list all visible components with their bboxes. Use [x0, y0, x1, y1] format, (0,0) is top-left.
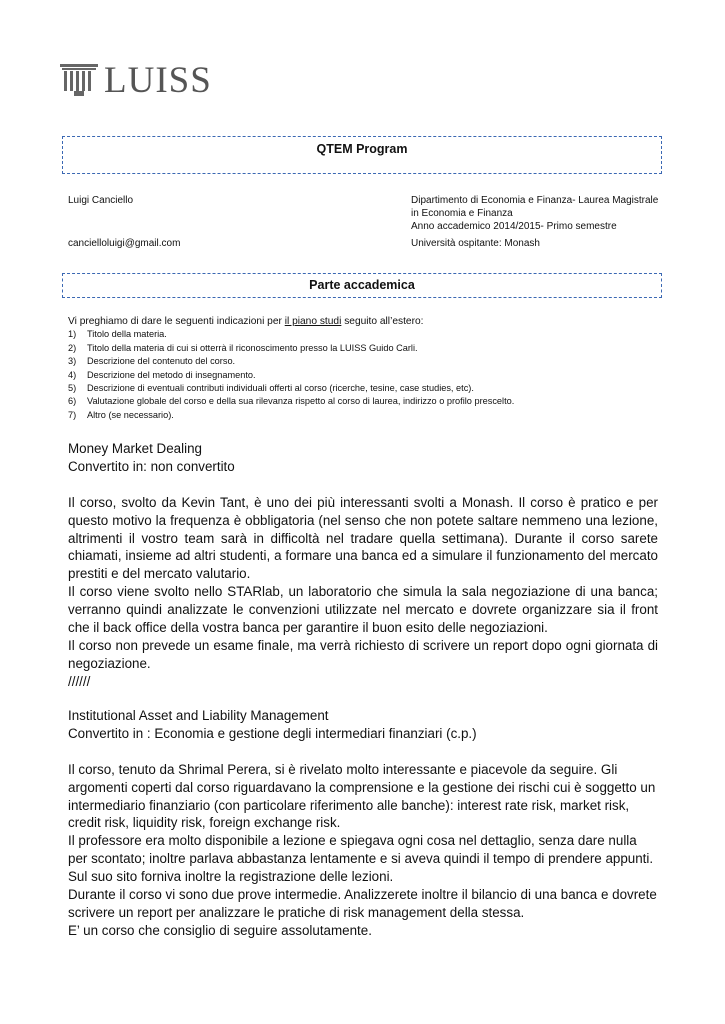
item-text: Altro (se necessario). — [87, 409, 174, 420]
item-text: Titolo della materia. — [87, 329, 167, 340]
student-name: Luigi Canciello — [68, 195, 134, 206]
section-title-box — [62, 273, 662, 298]
course-paragraph: Durante il corso vi sono due prove intermedie. Analizzerete inoltre il bilancio di una banca e dovrete scrivere un report per analizzare le pratiche di risk management della stessa. — [68, 887, 657, 920]
list-item — [68, 382, 668, 395]
course-asset-liability — [68, 707, 658, 940]
department-line3: Anno accademico 2014/2015- Primo semestre — [411, 221, 617, 232]
course-paragraph: Il corso non prevede un esame finale, ma verrà richiesto di scrivere un report dopo ogni giornata di negoziazione. — [68, 637, 658, 671]
list-item — [68, 355, 668, 368]
item-text: Descrizione del metodo di insegnamento. — [87, 369, 256, 380]
section-title: Parte accademica — [309, 278, 415, 292]
course-conversion: Convertito in : Economia e gestione degli intermediari finanziari (c.p.) — [68, 725, 477, 741]
item-text: Titolo della materia di cui si otterrà il riconoscimento presso la LUISS Guido Carli. — [87, 342, 418, 353]
course-paragraph: Il corso viene svolto nello STARlab, un laboratorio che simula la sala negoziazione di una banca; verranno quindi analizzate le convenzioni utilizzate nel mercato e dovrete organizzare sia il front che il back office della vostra banca per garantire il buon esito delle negoziazioni. — [68, 584, 658, 636]
item-text: Valutazione globale del corso e della sua rilevanza rispetto al corso di laurea, indirizzo o profilo prescelto. — [87, 396, 515, 407]
department-info — [411, 194, 671, 233]
intro-underlined: il piano studi — [284, 316, 342, 327]
course-paragraph: Il professore era molto disponibile a lezione e spiegava ogni cosa nel dettaglio, senza dare nulla per scontato; inoltre parlava abbastanza lentamente e si aveva quindi il tempo di prendere appunti. Sul suo sito forniva inoltre la registrazione delle lezioni. — [68, 833, 654, 885]
logo-text: LUISS — [104, 59, 212, 101]
course-paragraph: Il corso, tenuto da Shrimal Perera, si è rivelato molto interessante e piacevole da seguire. Gli argomenti coperti dal corso riguardavano la comprensione e la gestione dei rischi cui è soggetto un intermediario finanziario (con particolare riferimento alle banche): interest rate risk, market risk, credit risk, liquidity risk, foreign exchange risk. — [68, 761, 656, 831]
list-item — [68, 409, 668, 422]
host-university: Università ospitante: Monash — [411, 238, 540, 249]
separator: ////// — [68, 673, 91, 689]
item-number: 5) — [68, 383, 77, 394]
item-number: 2) — [68, 342, 77, 353]
program-title-box — [62, 136, 662, 174]
student-email: cancielloluigi@gmail.com — [68, 238, 181, 249]
instructions-intro — [68, 315, 668, 328]
program-title: QTEM Program — [316, 142, 408, 156]
department-line2: in Economia e Finanza — [411, 208, 513, 219]
item-text: Descrizione di eventuali contributi individuali offerti al corso (ricerche, tesine, case studies, etc). — [87, 383, 474, 394]
luiss-logo — [60, 59, 212, 101]
intro-text-end: seguito all’estero: — [341, 316, 424, 327]
course-paragraph: Il corso, svolto da Kevin Tant, è uno dei più interessanti svolti a Monash. Il corso è pratico e per questo motivo la frequenza è obbligatoria (nel senso che non potete saltare nemmeno una lezione, altrimenti il vostro team sarà in difficoltà nel tradare quella settimana). Durante il corso sarete chiamati, insieme ad altri studenti, a formare una banca ed a simulare il funzionamento del mercato prestiti e del mercato valutario. — [68, 494, 658, 582]
list-item — [68, 369, 668, 382]
instructions-list — [68, 328, 668, 422]
item-number: 4) — [68, 369, 77, 380]
item-text: Descrizione del contenuto del corso. — [87, 356, 236, 367]
course-title: Money Market Dealing — [68, 441, 202, 456]
course-money-market — [68, 440, 658, 691]
intro-text: Vi preghiamo di dare le seguenti indicazioni per — [68, 316, 285, 327]
list-item — [68, 395, 668, 408]
department-line1: Dipartimento di Economia e Finanza- Laurea Magistrale — [411, 195, 659, 206]
course-conversion: Convertito in: non convertito — [68, 458, 235, 474]
item-number: 3) — [68, 356, 77, 367]
item-number: 1) — [68, 329, 77, 340]
instructions — [68, 315, 668, 422]
item-number: 6) — [68, 396, 77, 407]
item-number: 7) — [68, 409, 77, 420]
list-item — [68, 328, 668, 341]
columns-icon — [60, 64, 98, 96]
course-paragraph: E’ un corso che consiglio di seguire assolutamente. — [68, 922, 372, 938]
course-description — [68, 494, 658, 673]
list-item — [68, 342, 668, 355]
course-title: Institutional Asset and Liability Management — [68, 708, 329, 723]
